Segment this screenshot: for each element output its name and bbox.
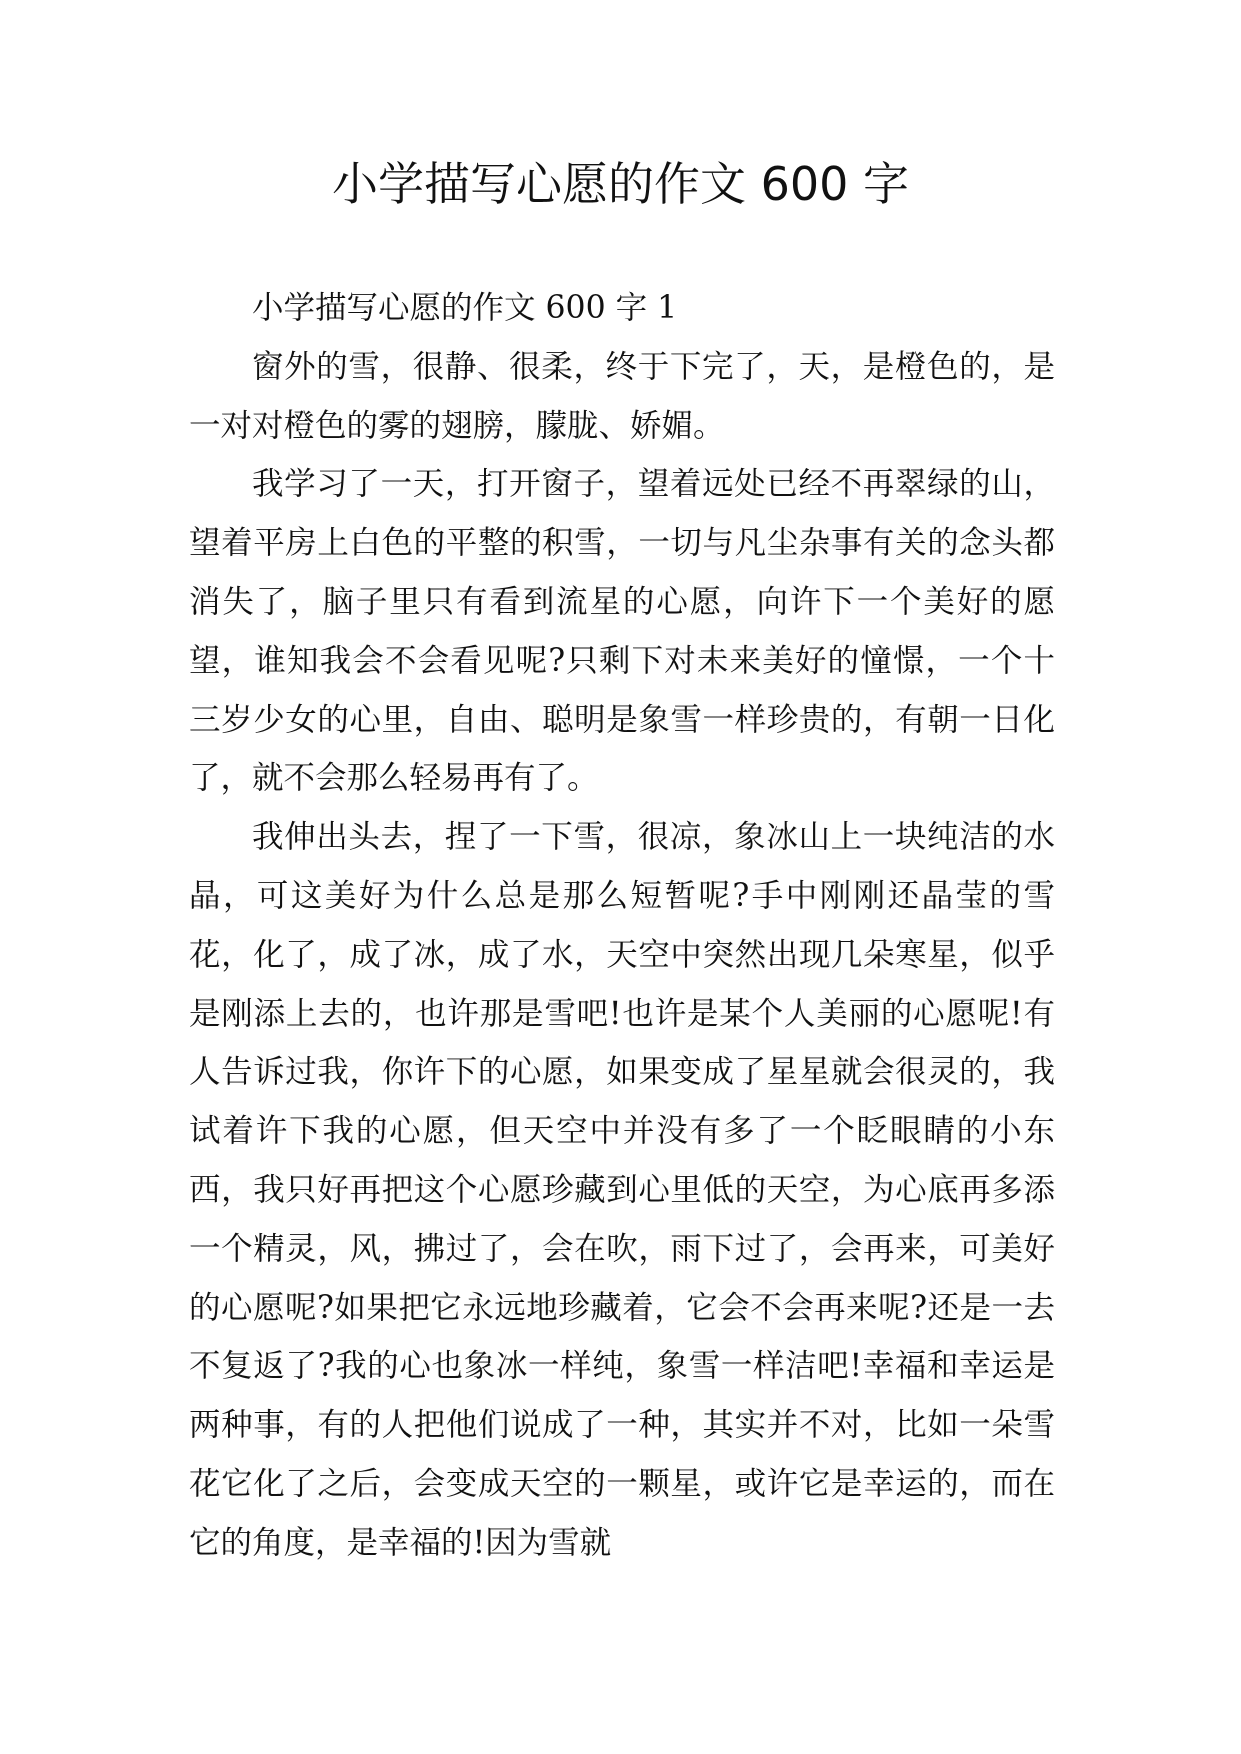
paragraph-3: 我伸出头去，捏了一下雪，很凉，象冰山上一块纯洁的水晶，可这美好为什么总是那么短暂呢?手中刚刚还晶莹的雪花，化了，成了冰，成了水，天空中突然出现几朵寒星，似乎是刚添上去的，也许那是雪吧!也许是某个人美丽的心愿呢!有人告诉过我，你许下的心愿，如果变成了星星就会很灵的，我试着许下我的心愿，但天空中并没有多了一个眨眼睛的小东西，我只好再把这个心愿珍藏到心里低的天空，为心底再多添一个精灵，风，拂过了，会在吹，雨下过了，会再来，可美好的心愿呢?如果把它永远地珍藏着，它会不会再来呢?还是一去不复返了?我的心也象冰一样纯，象雪一样洁吧!幸福和幸运是两种事，有的人把他们说成了一种，其实并不对，比如一朵雪花它化了之后，会变成天空的一颗星，或许它是幸运的，而在它的角度，是幸福的!因为雪就 [189,819,1055,1561]
document-title: 小学描写心愿的作文 600 字 [331,157,910,211]
paragraph-2: 我学习了一天，打开窗子，望着远处已经不再翠绿的山，望着平房上白色的平整的积雪，一切与凡尘杂事有关的念头都消失了，脑子里只有看到流星的心愿，向许下一个美好的愿望，谁知我会不会看见呢?只剩下对未来美好的憧憬，一个十三岁少女的心里，自由、聪明是象雪一样珍贵的，有朝一日化了，就不会那么轻易再有了。 [189,466,1055,797]
document-body [189,279,1055,1573]
paragraph-1: 窗外的雪，很静、很柔，终于下完了，天，是橙色的，是一对对橙色的雾的翅膀，朦胧、娇媚。 [189,348,1055,444]
section-heading: 小学描写心愿的作文 600 字 1 [252,290,678,326]
